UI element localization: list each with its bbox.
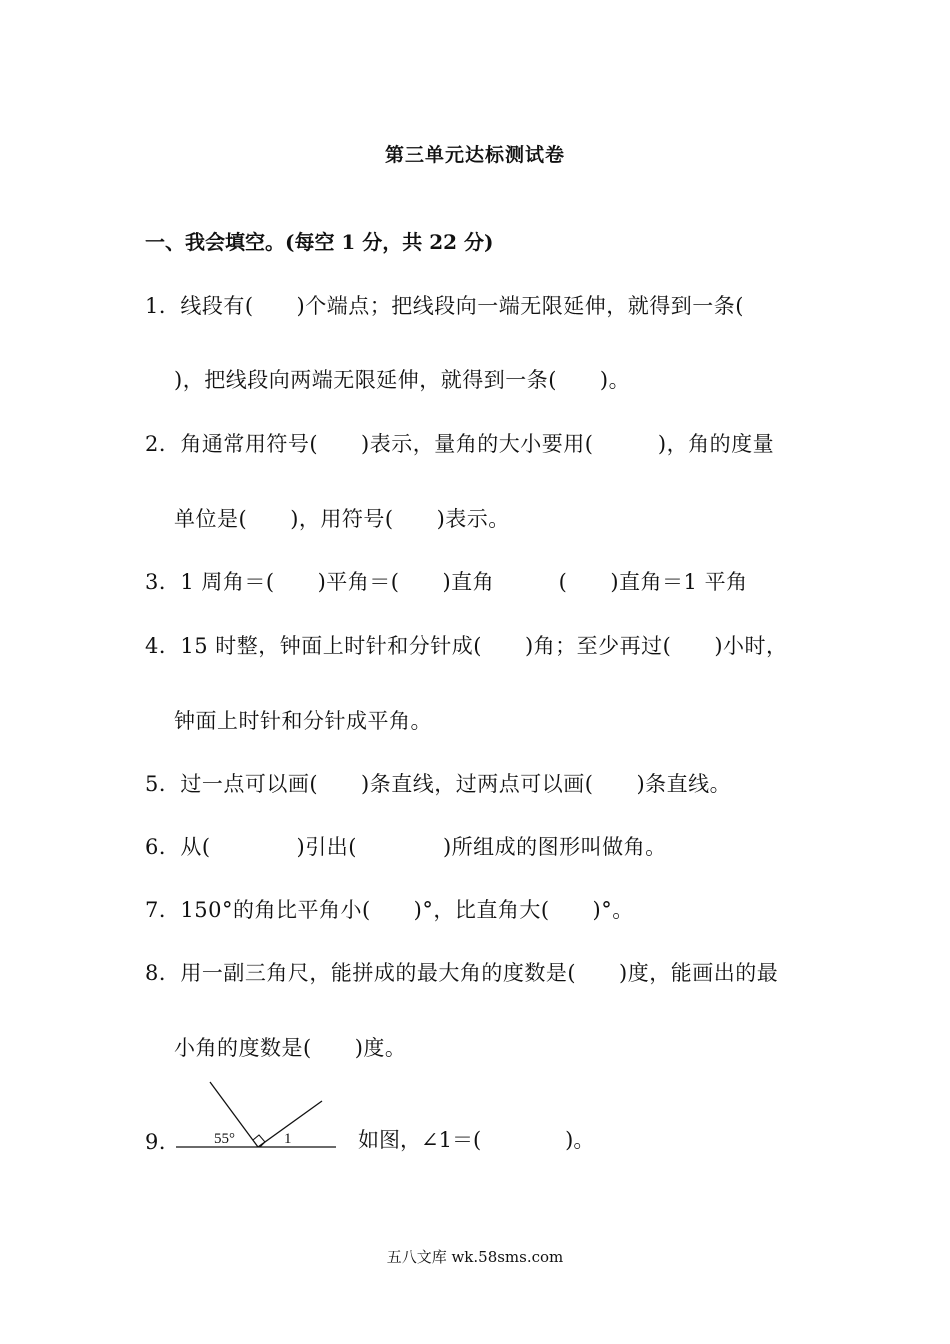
- question-4-line-1: 4．15 时整，钟面上时针和分针成( )角；至少再过( )小时，: [145, 634, 788, 658]
- question-2-line-2: 单位是( )，用符号( )表示。: [174, 507, 510, 531]
- question-9-number: 9．: [145, 1130, 181, 1154]
- question-4-line-2: 钟面上时针和分针成平角。: [174, 709, 432, 733]
- question-9-text: 如图，∠1＝( )。: [358, 1128, 595, 1152]
- question-7: 7．150°的角比平角小( )°，比直角大( )°。: [145, 898, 634, 922]
- page-title: 第三单元达标测试卷: [384, 144, 565, 166]
- question-1-line-1: 1．线段有( )个端点；把线段向一端无限延伸，就得到一条(: [145, 294, 744, 318]
- question-3: 3．1 周角＝( )平角＝( )直角 ( )直角＝1 平角: [145, 570, 748, 594]
- question-8-line-1: 8．用一副三角尺，能拼成的最大角的度数是( )度，能画出的最: [145, 961, 779, 985]
- question-1-line-2: )，把线段向两端无限延伸，就得到一条( )。: [174, 368, 631, 392]
- angle-55-label: 55°: [214, 1131, 235, 1147]
- section-heading: 一、我会填空。(每空 1 分，共 22 分): [145, 230, 494, 254]
- question-8-line-2: 小角的度数是( )度。: [174, 1036, 407, 1060]
- footer-watermark: 五八文库 wk.58sms.com: [386, 1248, 564, 1266]
- angle-figure: [176, 1080, 338, 1150]
- question-6: 6．从( )引出( )所组成的图形叫做角。: [145, 835, 667, 859]
- question-5: 5．过一点可以画( )条直线，过两点可以画( )条直线。: [145, 772, 732, 796]
- angle-1-label: 1: [284, 1131, 292, 1147]
- question-2-line-1: 2．角通常用符号( )表示，量角的大小要用( )，角的度量: [145, 432, 775, 456]
- right-angle-mark: [253, 1135, 265, 1147]
